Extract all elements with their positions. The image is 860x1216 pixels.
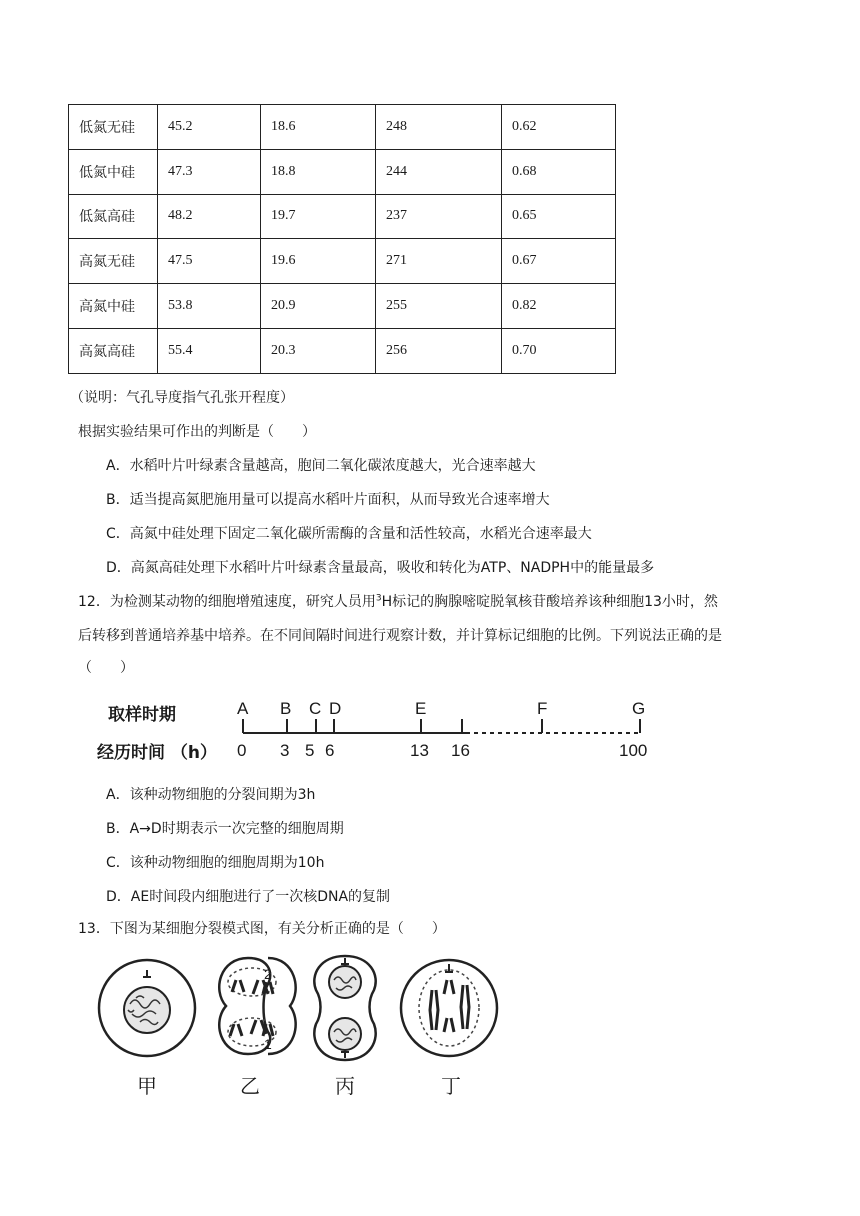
- q12-stem-line3: （ ）: [78, 660, 134, 676]
- q12-option-b: B．A→D时期表示一次完整的细胞周期: [106, 821, 344, 837]
- table-cell-value: 18.6: [261, 105, 376, 150]
- cell-jia: [99, 960, 195, 1056]
- table-cell-value: 0.82: [502, 284, 616, 329]
- table-cell-value: 0.62: [502, 105, 616, 150]
- cell-yi-mark-1: 1: [264, 1036, 272, 1052]
- table-cell-label: 高氮中硅: [69, 284, 158, 329]
- cell-ding: [401, 960, 497, 1056]
- timeline-letter-e: E: [415, 699, 427, 718]
- table-cell-value: 0.65: [502, 194, 616, 239]
- table-cell-value: 271: [376, 239, 502, 284]
- timeline-time-3: 3: [280, 741, 290, 760]
- table-note: （说明：气孔导度指气孔张开程度）: [70, 390, 294, 406]
- table-cell-value: 248: [376, 105, 502, 150]
- timeline-letter-d: D: [329, 699, 342, 718]
- table-cell-label: 低氮高硅: [69, 194, 158, 239]
- caption-bing: 丙: [335, 1074, 355, 1098]
- q12-stem-line2: 后转移到普通培养基中培养。在不同间隔时间进行观察计数，并计算标记细胞的比例。下列说法正确的是: [78, 628, 722, 644]
- table-cell-value: 0.70: [502, 328, 616, 373]
- table-cell-value: 19.6: [261, 239, 376, 284]
- table-cell-value: 244: [376, 149, 502, 194]
- timeline-row1-label: 取样时期: [108, 705, 176, 725]
- timeline-letter-a: A: [237, 699, 249, 718]
- table-cell-value: 18.8: [261, 149, 376, 194]
- table-cell-value: 55.4: [158, 328, 261, 373]
- caption-yi: 乙: [240, 1074, 260, 1098]
- table-cell-value: 19.7: [261, 194, 376, 239]
- q12-option-c: C．该种动物细胞的细胞周期为10h: [106, 855, 325, 871]
- timeline-letter-c: C: [309, 699, 322, 718]
- table-cell-value: 53.8: [158, 284, 261, 329]
- q11-option-b: B．适当提高氮肥施用量可以提高水稻叶片面积，从而导致光合速率增大: [106, 492, 550, 508]
- table-cell-value: 47.3: [158, 149, 261, 194]
- q12-option-a: A．该种动物细胞的分裂间期为3h: [106, 787, 316, 803]
- timeline-time-6: 6: [325, 741, 335, 760]
- table-cell-value: 0.67: [502, 239, 616, 284]
- table-cell-value: 47.5: [158, 239, 261, 284]
- q12-stem-line1: 12．为检测某动物的细胞增殖速度，研究人员用$^3$H标记的胸腺嘧啶脱氧核苷酸培养该种细胞13小时，然: [78, 593, 718, 610]
- cell-yi-mark-2: 2: [264, 966, 272, 982]
- timeline-time-13: 13: [410, 741, 429, 760]
- cell-yi: [219, 958, 295, 1054]
- table-cell-value: 256: [376, 328, 502, 373]
- table-cell-value: 237: [376, 194, 502, 239]
- table-cell-value: 45.2: [158, 105, 261, 150]
- caption-ding: 丁: [441, 1074, 461, 1098]
- timeline-time-100: 100: [619, 741, 648, 760]
- q12-option-d: D．AE时间段内细胞进行了一次核DNA的复制: [106, 889, 391, 905]
- timeline-time-16: 16: [451, 741, 470, 760]
- table-cell-value: 255: [376, 284, 502, 329]
- q11-option-a: A．水稻叶片叶绿素含量越高，胞间二氧化碳浓度越大，光合速率越大: [106, 458, 536, 474]
- table-cell-label: 高氮高硅: [69, 328, 158, 373]
- table-cell-value: 20.3: [261, 328, 376, 373]
- table-cell-value: 0.68: [502, 149, 616, 194]
- table-cell-value: 20.9: [261, 284, 376, 329]
- table-cell-label: 低氮无硅: [69, 105, 158, 150]
- caption-jia: 甲: [137, 1074, 157, 1098]
- timeline-time-0: 0: [237, 741, 247, 760]
- q11-stem: 根据实验结果可作出的判断是（ ）: [78, 424, 316, 440]
- timeline-letter-g: G: [632, 699, 646, 718]
- q11-option-c: C．高氮中硅处理下固定二氧化碳所需酶的含量和活性较高，水稻光合速率最大: [106, 526, 592, 542]
- timeline-letter-b: B: [280, 699, 292, 718]
- q13-stem: 13．下图为某细胞分裂模式图，有关分析正确的是（ ）: [78, 921, 446, 937]
- timeline-letter-f: F: [537, 699, 548, 718]
- cell-bing: [314, 956, 375, 1060]
- table-cell-label: 高氮无硅: [69, 239, 158, 284]
- timeline-time-5: 5: [305, 741, 315, 760]
- table-cell-label: 低氮中硅: [69, 149, 158, 194]
- timeline-row2-label: 经历时间 （h）: [97, 743, 218, 763]
- q11-option-d: D．高氮高硅处理下水稻叶片叶绿素含量最高，吸收和转化为ATP、NADPH中的能量最多: [106, 560, 655, 576]
- table-cell-value: 48.2: [158, 194, 261, 239]
